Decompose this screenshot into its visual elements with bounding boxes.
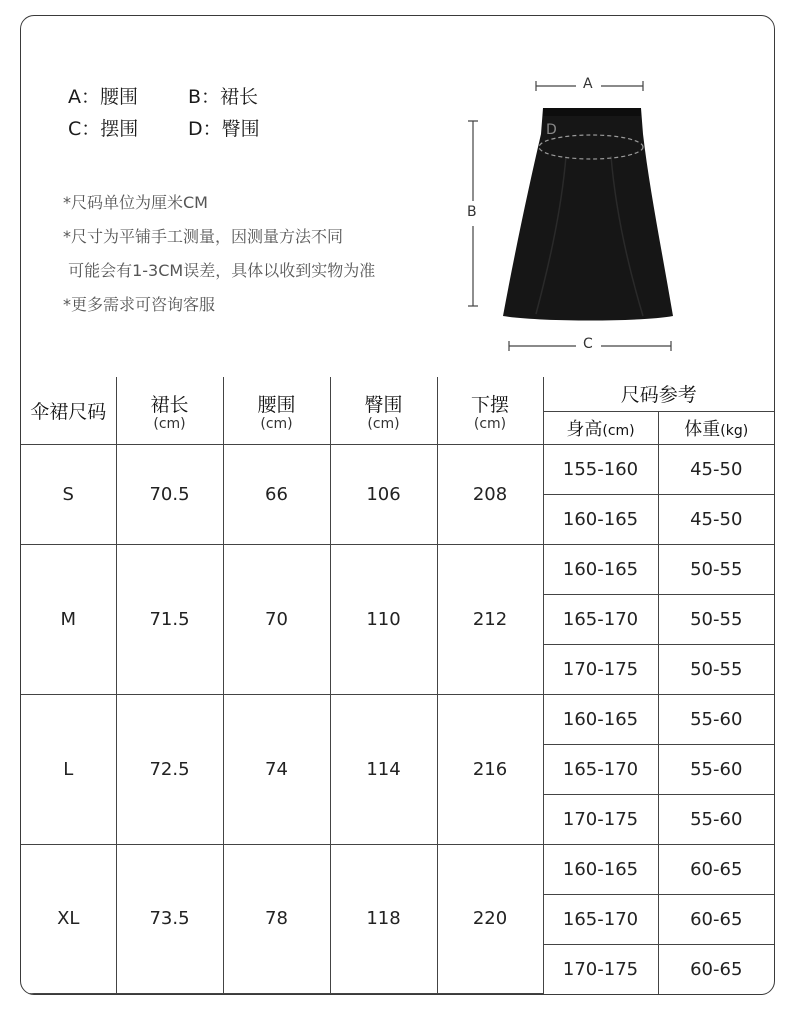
- length-cell: 70.5: [116, 444, 223, 544]
- height-cell: 160-165: [543, 844, 658, 894]
- size-cell: M: [21, 544, 116, 694]
- header-hem: 下摆 (cm): [437, 377, 543, 444]
- skirt-illustration: [503, 108, 673, 321]
- weight-cell: 60-65: [658, 894, 774, 944]
- size-cell: S: [21, 444, 116, 544]
- weight-cell: 55-60: [658, 794, 774, 844]
- size-cell: L: [21, 694, 116, 844]
- weight-cell: 45-50: [658, 444, 774, 494]
- table-row: [21, 844, 774, 894]
- header-size: 伞裙尺码: [21, 377, 116, 444]
- hip-cell: 106: [330, 444, 437, 544]
- size-chart-card: [20, 15, 775, 995]
- height-cell: 170-175: [543, 794, 658, 844]
- header-size-reference: 尺码参考: [543, 377, 774, 411]
- hem-cell: 220: [437, 844, 543, 994]
- header-weight: 体重(kg): [658, 411, 774, 444]
- weight-cell: 60-65: [658, 944, 774, 994]
- skirt-diagram: [21, 16, 774, 377]
- header-waist: 腰围 (cm): [223, 377, 330, 444]
- note-line: *更多需求可咨询客服: [63, 295, 216, 314]
- waist-cell: 74: [223, 694, 330, 844]
- diagram-label-c: C: [583, 336, 593, 352]
- hip-cell: 118: [330, 844, 437, 994]
- length-cell: 72.5: [116, 694, 223, 844]
- table-row: [21, 694, 774, 744]
- waist-cell: 78: [223, 844, 330, 994]
- diagram-label-d: D: [546, 122, 557, 138]
- height-cell: 155-160: [543, 444, 658, 494]
- diagram-label-b: B: [467, 204, 477, 220]
- table-row: [21, 544, 774, 594]
- waist-cell: 70: [223, 544, 330, 694]
- size-table-wrap: [21, 377, 774, 994]
- legend-c: C：摆围: [68, 117, 139, 140]
- weight-cell: 60-65: [658, 844, 774, 894]
- note-line: 可能会有1-3CM误差，具体以收到实物为准: [63, 261, 376, 280]
- length-cell: 73.5: [116, 844, 223, 994]
- diagram-label-a: A: [583, 76, 593, 92]
- weight-cell: 55-60: [658, 694, 774, 744]
- height-cell: 165-170: [543, 894, 658, 944]
- height-cell: 160-165: [543, 544, 658, 594]
- header-hip: 臀围 (cm): [330, 377, 437, 444]
- legend-d: D：臀围: [188, 117, 260, 140]
- length-cell: 71.5: [116, 544, 223, 694]
- waist-cell: 66: [223, 444, 330, 544]
- legend-b: B：裙长: [188, 85, 259, 108]
- hip-cell: 114: [330, 694, 437, 844]
- weight-cell: 50-55: [658, 644, 774, 694]
- note-line: *尺码单位为厘米CM: [63, 193, 208, 212]
- height-cell: 160-165: [543, 694, 658, 744]
- size-table: [21, 377, 774, 994]
- weight-cell: 50-55: [658, 594, 774, 644]
- header-length: 裙长 (cm): [116, 377, 223, 444]
- size-cell: XL: [21, 844, 116, 994]
- height-cell: 160-165: [543, 494, 658, 544]
- hem-cell: 212: [437, 544, 543, 694]
- legend-a: A：腰围: [68, 85, 138, 108]
- hip-cell: 110: [330, 544, 437, 694]
- weight-cell: 55-60: [658, 744, 774, 794]
- table-row: [21, 444, 774, 494]
- weight-cell: 50-55: [658, 544, 774, 594]
- header-height: 身高(cm): [543, 411, 658, 444]
- height-cell: 170-175: [543, 644, 658, 694]
- height-cell: 165-170: [543, 594, 658, 644]
- height-cell: 170-175: [543, 944, 658, 994]
- weight-cell: 45-50: [658, 494, 774, 544]
- hem-cell: 216: [437, 694, 543, 844]
- hem-cell: 208: [437, 444, 543, 544]
- note-line: *尺寸为平铺手工测量，因测量方法不同: [63, 227, 344, 246]
- height-cell: 165-170: [543, 744, 658, 794]
